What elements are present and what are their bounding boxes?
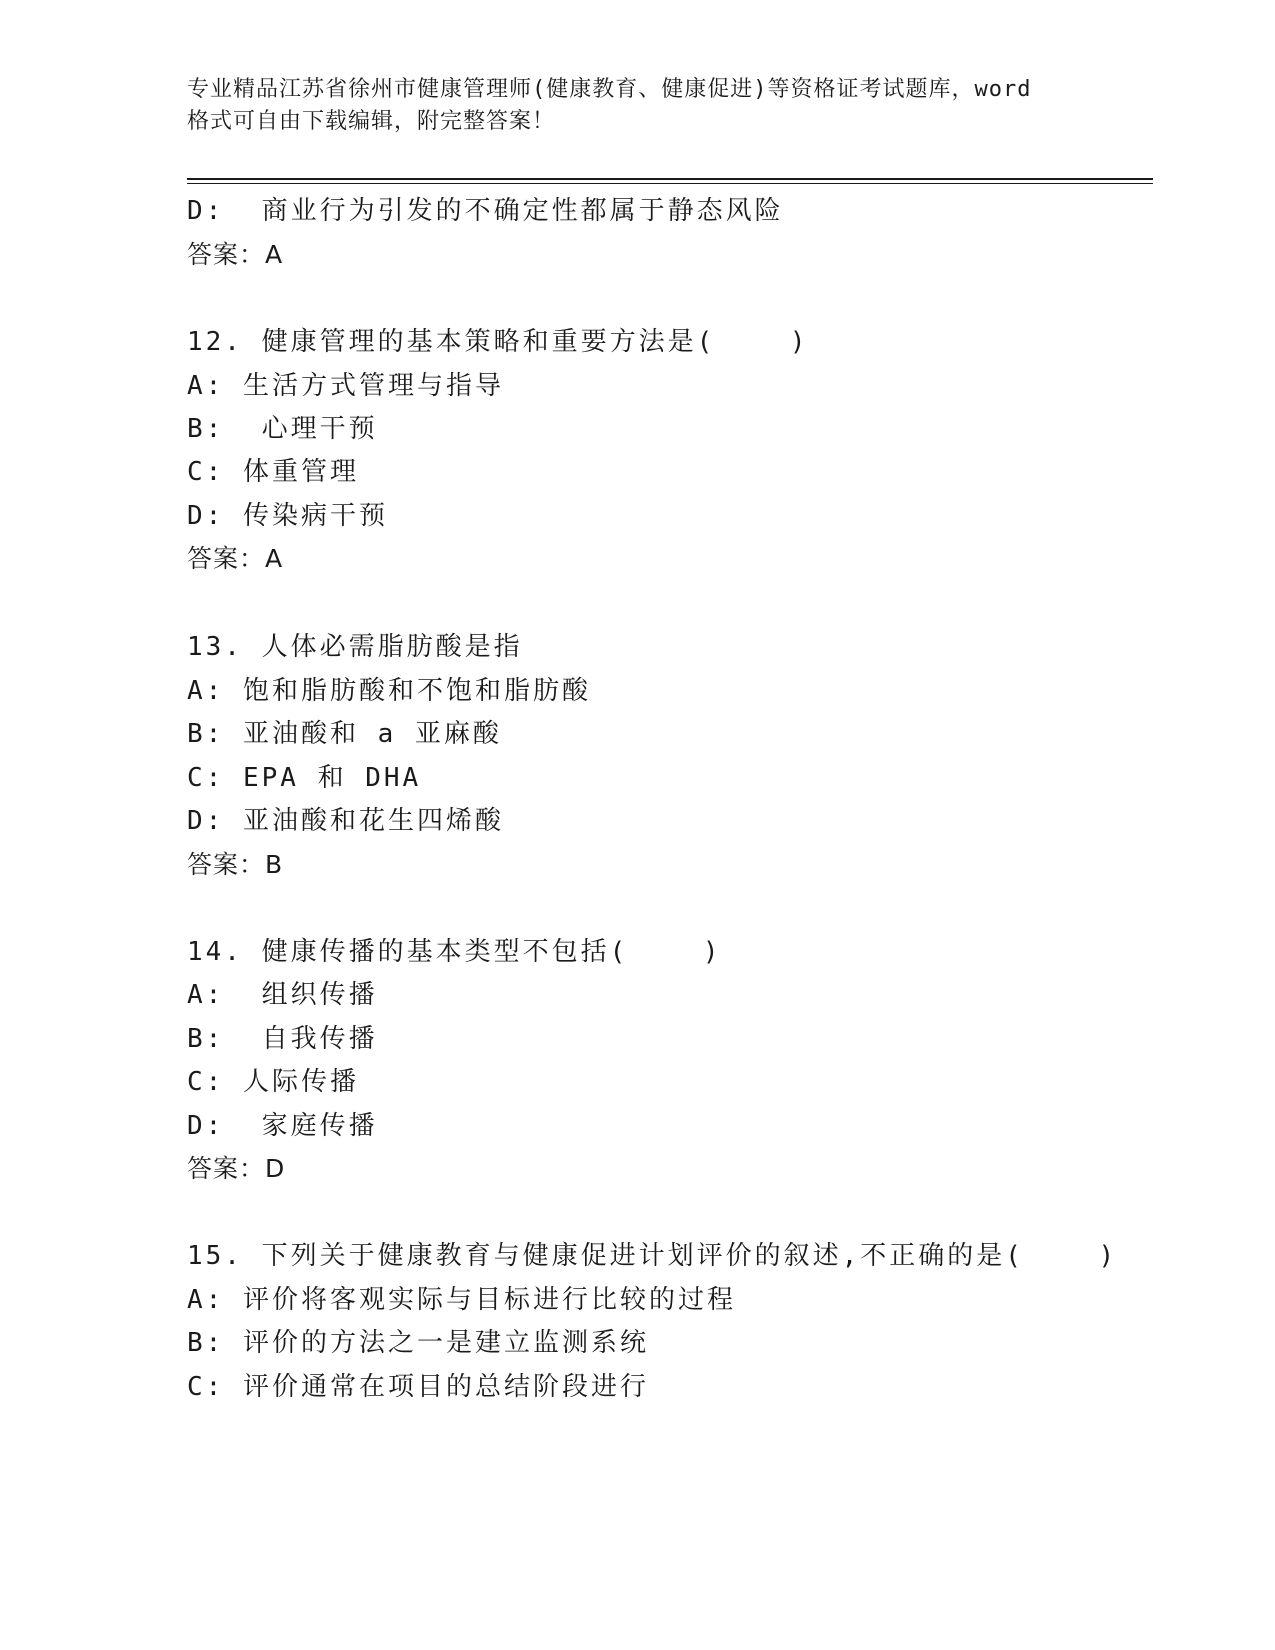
q11-answer: 答案：A <box>187 240 284 269</box>
q13-option-c: C: EPA 和 DHA <box>187 763 422 793</box>
q12-answer: 答案：A <box>187 544 284 573</box>
q12-option-b: B: 心理干预 <box>187 414 378 444</box>
q12-option-a: A: 生活方式管理与指导 <box>187 371 504 401</box>
q14-stem: 14. 健康传播的基本类型不包括( ) <box>187 937 722 967</box>
q13-stem: 13. 人体必需脂肪酸是指 <box>187 632 523 662</box>
document-header <box>187 74 1087 138</box>
q13-option-d: D: 亚油酸和花生四烯酸 <box>187 806 504 836</box>
q13-option-b: B: 亚油酸和 a 亚麻酸 <box>187 719 502 749</box>
q13-answer: 答案：B <box>187 850 284 879</box>
header-divider-thin <box>187 183 1153 184</box>
q12-option-c: C: 体重管理 <box>187 457 359 487</box>
q15-option-c: C: 评价通常在项目的总结阶段进行 <box>187 1372 649 1402</box>
q11-option-d: D: 商业行为引发的不确定性都属于静态风险 <box>187 196 784 226</box>
q14-answer: 答案：D <box>187 1154 286 1183</box>
q14-option-a: A: 组织传播 <box>187 980 378 1010</box>
q14-option-d: D: 家庭传播 <box>187 1111 378 1141</box>
q13-option-a: A: 饱和脂肪酸和不饱和脂肪酸 <box>187 676 591 706</box>
q15-option-b: B: 评价的方法之一是建立监测系统 <box>187 1328 649 1358</box>
header-line-2: 格式可自由下载编辑，附完整答案！ <box>187 109 556 134</box>
header-divider-thick <box>187 178 1153 180</box>
q15-stem: 15. 下列关于健康教育与健康促进计划评价的叙述,不正确的是( ) <box>187 1241 1118 1271</box>
q14-option-b: B: 自我传播 <box>187 1024 378 1054</box>
q12-option-d: D: 传染病干预 <box>187 501 388 531</box>
q14-option-c: C: 人际传播 <box>187 1067 359 1097</box>
q15-option-a: A: 评价将客观实际与目标进行比较的过程 <box>187 1285 736 1315</box>
header-line-1: 专业精品江苏省徐州市健康管理师(健康教育、健康促进)等资格证考试题库，word <box>187 77 1032 102</box>
q12-stem: 12. 健康管理的基本策略和重要方法是( ) <box>187 327 809 357</box>
